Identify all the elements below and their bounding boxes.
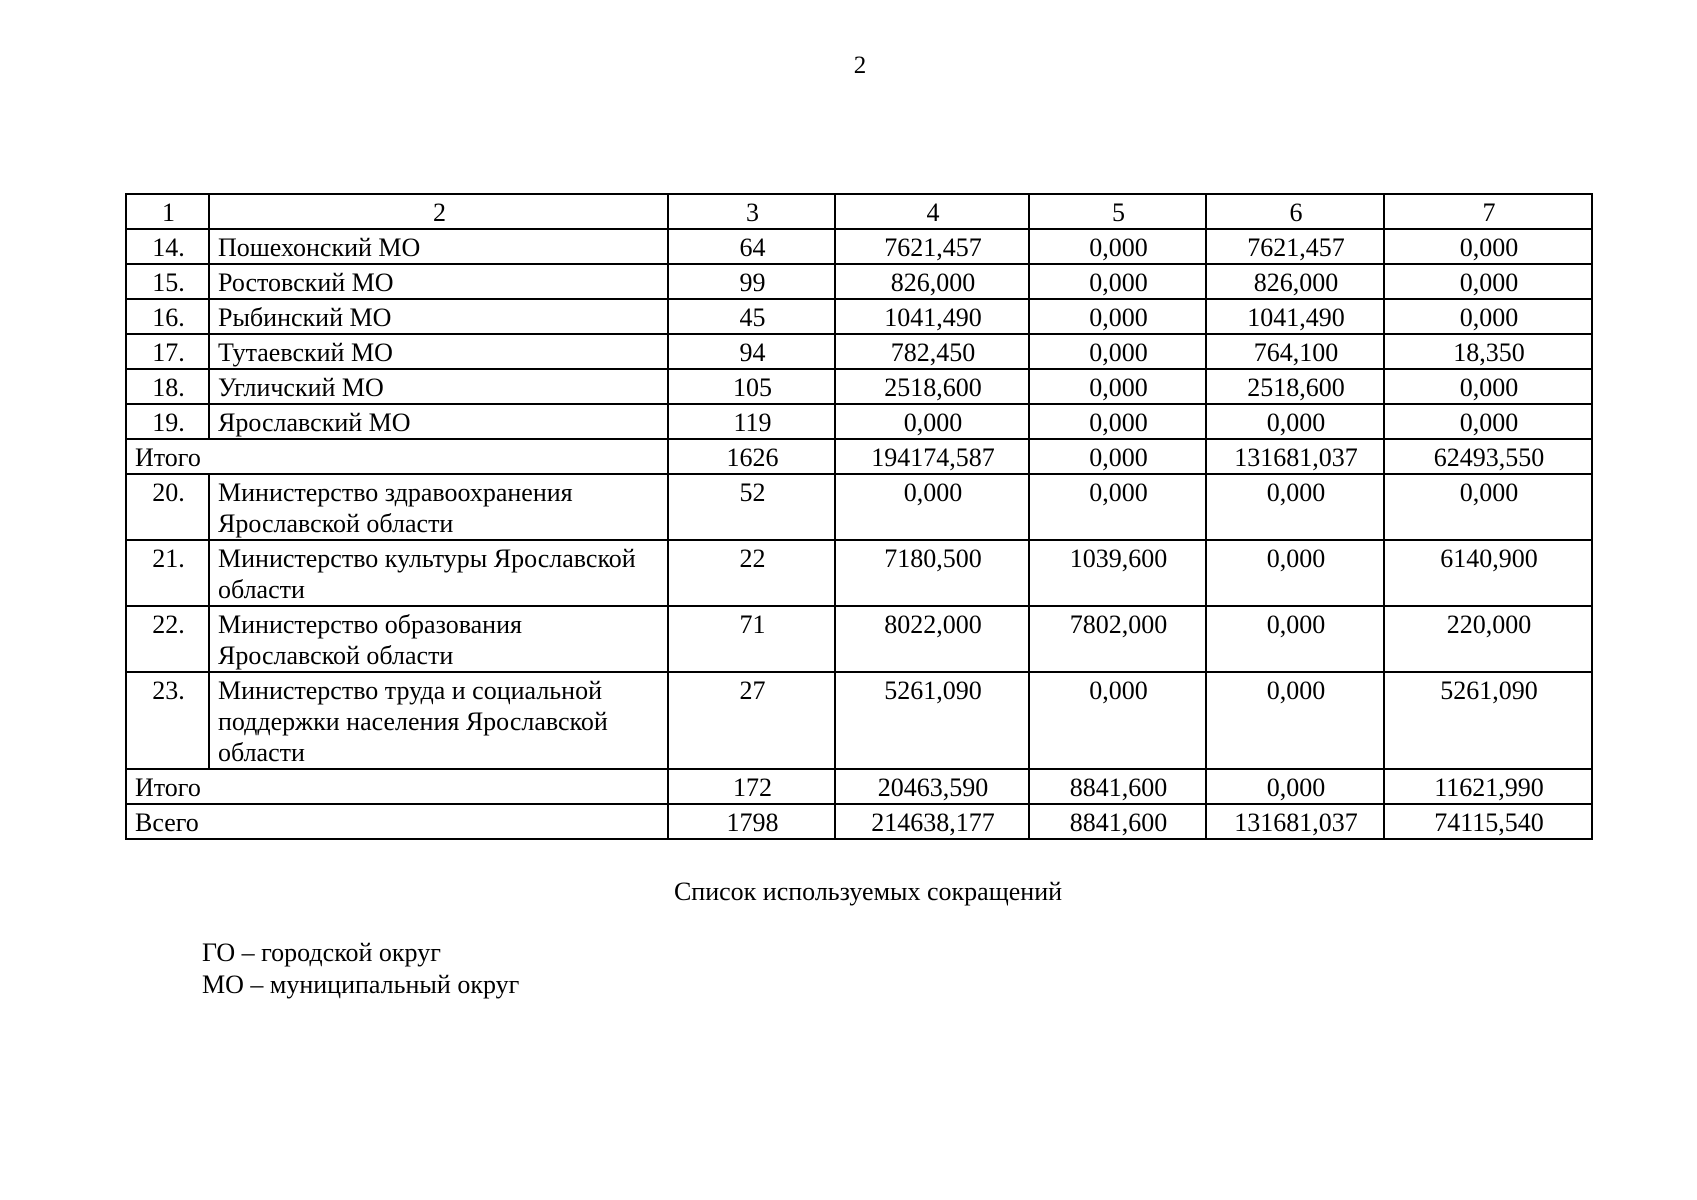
value-cell-c5: 0,000 xyxy=(1029,369,1206,404)
value-cell-c4: 1041,490 xyxy=(835,299,1029,334)
organization-name: Министерство образования Ярославской области xyxy=(209,606,668,672)
value-cell-c4: 2518,600 xyxy=(835,369,1029,404)
abbreviation-item: ГО – городской округ xyxy=(202,938,441,967)
value-cell-c3: 27 xyxy=(668,672,835,769)
value-cell-c5: 7802,000 xyxy=(1029,606,1206,672)
value-cell-c7: 0,000 xyxy=(1384,474,1592,540)
value-cell-c3: 1798 xyxy=(668,804,835,839)
total-row xyxy=(126,769,1592,804)
organization-name: Угличский МО xyxy=(209,369,668,404)
value-cell-c7: 0,000 xyxy=(1384,299,1592,334)
value-cell-c5: 0,000 xyxy=(1029,264,1206,299)
value-cell-c7: 0,000 xyxy=(1384,229,1592,264)
value-cell-c3: 22 xyxy=(668,540,835,606)
organization-name: Рыбинский МО xyxy=(209,299,668,334)
budget-table xyxy=(125,193,1593,840)
value-cell-c3: 64 xyxy=(668,229,835,264)
value-cell-c6: 1041,490 xyxy=(1206,299,1384,334)
row-number: 15. xyxy=(126,264,209,299)
value-cell-c7: 74115,540 xyxy=(1384,804,1592,839)
value-cell-c6: 0,000 xyxy=(1206,606,1384,672)
value-cell-c7: 6140,900 xyxy=(1384,540,1592,606)
value-cell-c3: 94 xyxy=(668,334,835,369)
value-cell-c6: 826,000 xyxy=(1206,264,1384,299)
row-number: 16. xyxy=(126,299,209,334)
table-row xyxy=(126,299,1592,334)
value-cell-c3: 1626 xyxy=(668,439,835,474)
value-cell-c4: 8022,000 xyxy=(835,606,1029,672)
value-cell-c4: 782,450 xyxy=(835,334,1029,369)
value-cell-c6: 0,000 xyxy=(1206,474,1384,540)
value-cell-c3: 45 xyxy=(668,299,835,334)
row-number: 19. xyxy=(126,404,209,439)
table-row xyxy=(126,606,1592,672)
row-number: 14. xyxy=(126,229,209,264)
value-cell-c6: 2518,600 xyxy=(1206,369,1384,404)
value-cell-c4: 7621,457 xyxy=(835,229,1029,264)
value-cell-c5: 0,000 xyxy=(1029,404,1206,439)
header-cell: 6 xyxy=(1206,194,1384,229)
abbreviations-title: Список используемых сокращений xyxy=(673,877,1063,906)
row-number: 23. xyxy=(126,672,209,769)
header-cell: 3 xyxy=(668,194,835,229)
value-cell-c5: 0,000 xyxy=(1029,334,1206,369)
table-row xyxy=(126,672,1592,769)
value-cell-c7: 0,000 xyxy=(1384,369,1592,404)
value-cell-c4: 20463,590 xyxy=(835,769,1029,804)
value-cell-c5: 8841,600 xyxy=(1029,804,1206,839)
value-cell-c5: 0,000 xyxy=(1029,672,1206,769)
value-cell-c6: 764,100 xyxy=(1206,334,1384,369)
row-number: 18. xyxy=(126,369,209,404)
table-row xyxy=(126,229,1592,264)
header-cell: 2 xyxy=(209,194,668,229)
table-row xyxy=(126,369,1592,404)
value-cell-c7: 62493,550 xyxy=(1384,439,1592,474)
organization-name: Пошехонский МО xyxy=(209,229,668,264)
value-cell-c6: 0,000 xyxy=(1206,672,1384,769)
value-cell-c3: 172 xyxy=(668,769,835,804)
value-cell-c4: 0,000 xyxy=(835,474,1029,540)
value-cell-c6: 7621,457 xyxy=(1206,229,1384,264)
value-cell-c6: 0,000 xyxy=(1206,769,1384,804)
organization-name: Тутаевский МО xyxy=(209,334,668,369)
row-number: 20. xyxy=(126,474,209,540)
header-cell: 4 xyxy=(835,194,1029,229)
total-label: Итого xyxy=(126,439,668,474)
value-cell-c4: 7180,500 xyxy=(835,540,1029,606)
organization-name: Ярославский МО xyxy=(209,404,668,439)
value-cell-c5: 0,000 xyxy=(1029,474,1206,540)
value-cell-c7: 0,000 xyxy=(1384,264,1592,299)
header-cell: 7 xyxy=(1384,194,1592,229)
value-cell-c4: 826,000 xyxy=(835,264,1029,299)
row-number: 17. xyxy=(126,334,209,369)
table-row xyxy=(126,264,1592,299)
organization-name: Министерство труда и социальной поддержки населения Ярославской области xyxy=(209,672,668,769)
total-row xyxy=(126,439,1592,474)
value-cell-c7: 0,000 xyxy=(1384,404,1592,439)
value-cell-c4: 0,000 xyxy=(835,404,1029,439)
value-cell-c6: 131681,037 xyxy=(1206,804,1384,839)
value-cell-c5: 1039,600 xyxy=(1029,540,1206,606)
value-cell-c6: 0,000 xyxy=(1206,404,1384,439)
header-cell: 5 xyxy=(1029,194,1206,229)
value-cell-c3: 52 xyxy=(668,474,835,540)
value-cell-c7: 18,350 xyxy=(1384,334,1592,369)
value-cell-c6: 131681,037 xyxy=(1206,439,1384,474)
total-label: Всего xyxy=(126,804,668,839)
value-cell-c3: 99 xyxy=(668,264,835,299)
table-row xyxy=(126,404,1592,439)
abbreviation-item: МО – муниципальный округ xyxy=(202,970,520,999)
table-row xyxy=(126,334,1592,369)
value-cell-c4: 214638,177 xyxy=(835,804,1029,839)
organization-name: Министерство здравоохранения Ярославской области xyxy=(209,474,668,540)
total-label: Итого xyxy=(126,769,668,804)
value-cell-c7: 5261,090 xyxy=(1384,672,1592,769)
value-cell-c4: 194174,587 xyxy=(835,439,1029,474)
value-cell-c7: 11621,990 xyxy=(1384,769,1592,804)
value-cell-c3: 105 xyxy=(668,369,835,404)
table-row xyxy=(126,474,1592,540)
value-cell-c5: 0,000 xyxy=(1029,299,1206,334)
row-number: 22. xyxy=(126,606,209,672)
table-header-row xyxy=(126,194,1592,229)
value-cell-c3: 119 xyxy=(668,404,835,439)
header-cell: 1 xyxy=(126,194,209,229)
value-cell-c5: 0,000 xyxy=(1029,229,1206,264)
organization-name: Министерство культуры Ярославской области xyxy=(209,540,668,606)
value-cell-c5: 0,000 xyxy=(1029,439,1206,474)
value-cell-c4: 5261,090 xyxy=(835,672,1029,769)
value-cell-c6: 0,000 xyxy=(1206,540,1384,606)
value-cell-c7: 220,000 xyxy=(1384,606,1592,672)
organization-name: Ростовский МО xyxy=(209,264,668,299)
page-number: 2 xyxy=(853,52,867,79)
total-row xyxy=(126,804,1592,839)
row-number: 21. xyxy=(126,540,209,606)
value-cell-c3: 71 xyxy=(668,606,835,672)
table-row xyxy=(126,540,1592,606)
value-cell-c5: 8841,600 xyxy=(1029,769,1206,804)
